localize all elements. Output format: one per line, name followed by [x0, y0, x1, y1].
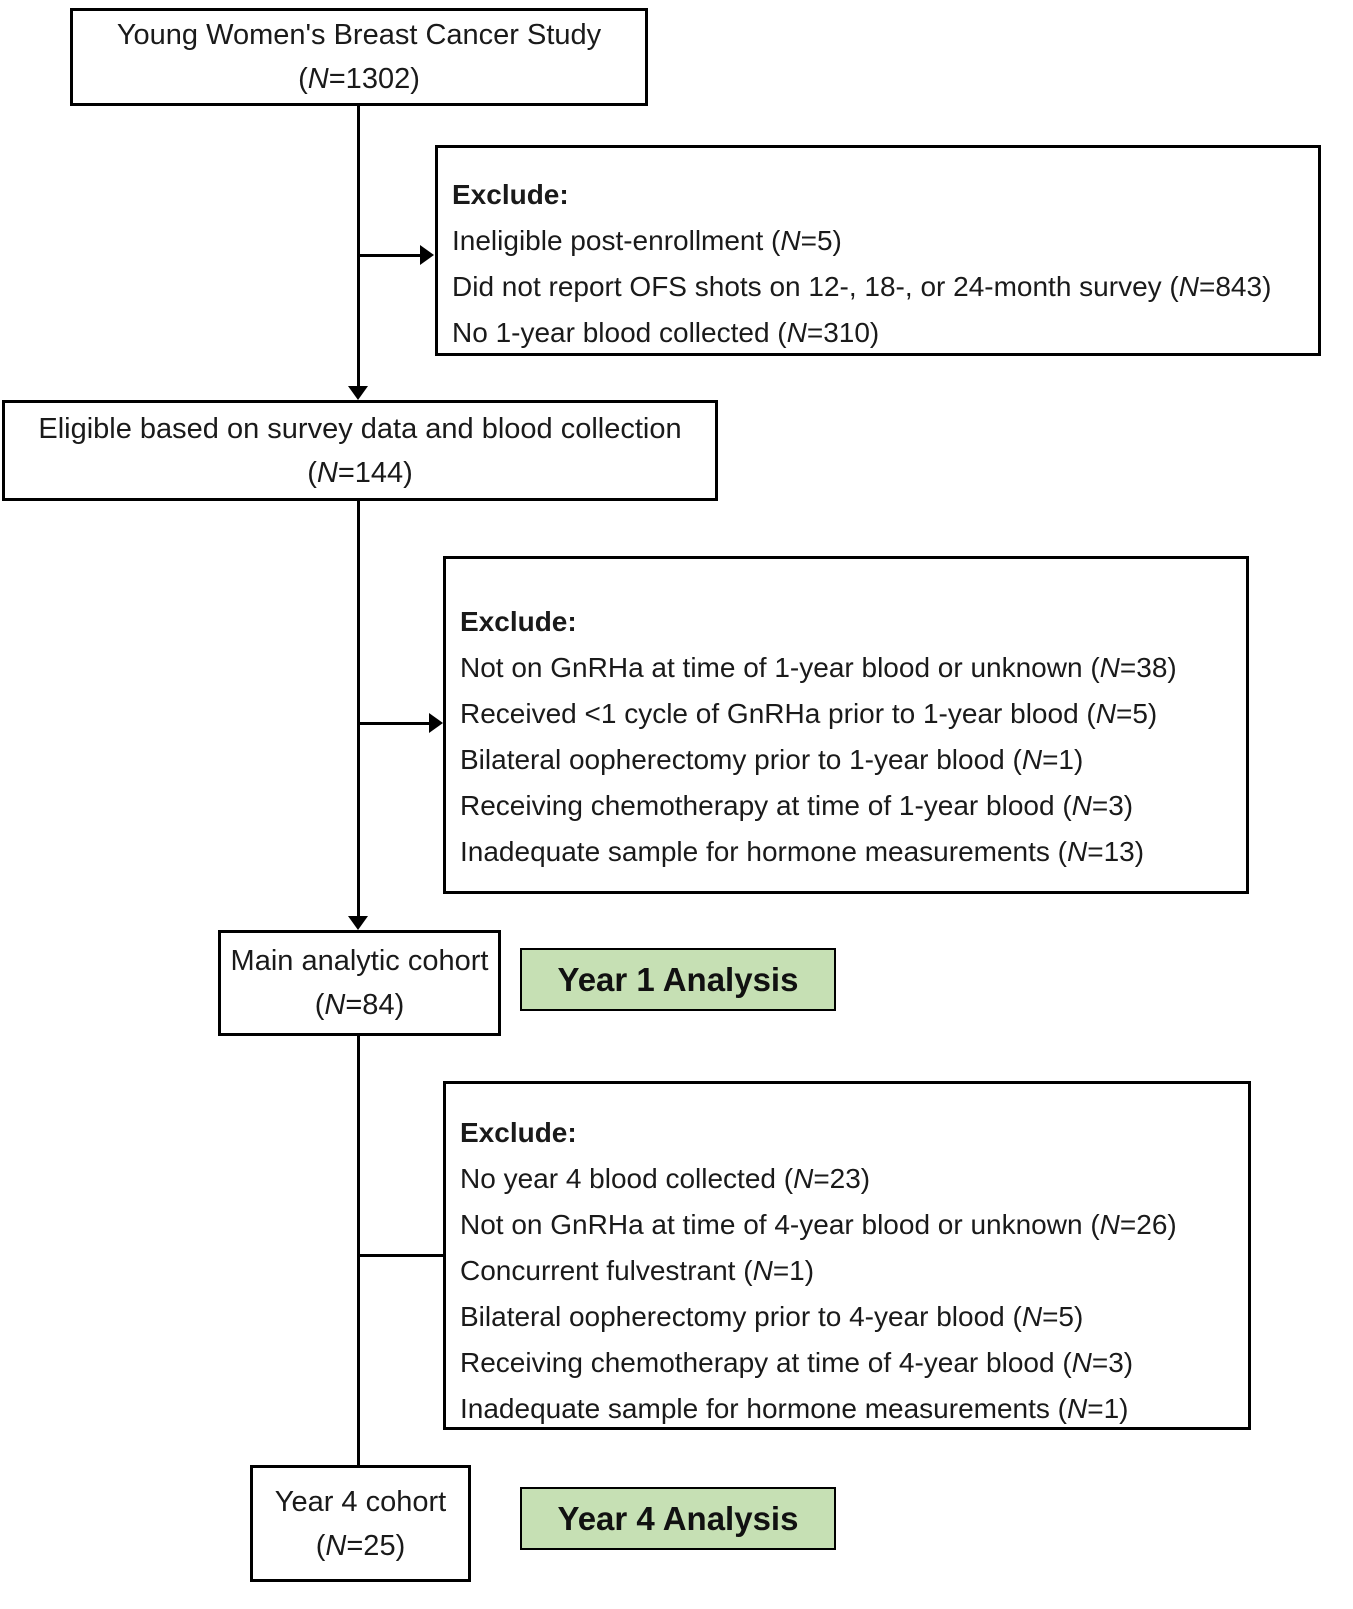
connector-top-to-eligible	[357, 106, 360, 386]
exclude-survey-item: Did not report OFS shots on 12-, 18-, or 24-month survey (N=843)	[452, 271, 1272, 302]
main-cohort-n: (N=84)	[314, 989, 405, 1021]
arrowhead-top-to-eligible	[348, 386, 368, 400]
exclude-year1-item: Inadequate sample for hormone measurements (N=13)	[460, 836, 1145, 867]
exclude-year4-item: Not on GnRHa at time of 4-year blood or unknown (N=26)	[460, 1209, 1177, 1240]
connector-eligible-to-main-cohort	[357, 501, 360, 916]
exclude-survey-header: Exclude:	[452, 179, 569, 210]
exclude-survey-box	[435, 145, 1321, 356]
year4-cohort-box	[250, 1465, 471, 1582]
exclude-year4-box	[443, 1081, 1251, 1430]
exclude-year4-item: No year 4 blood collected (N=23)	[460, 1163, 871, 1194]
eligible-title: Eligible based on survey data and blood collection	[38, 412, 682, 445]
exclude-year4-item: Concurrent fulvestrant (N=1)	[460, 1255, 815, 1286]
exclude-year4-item: Bilateral oopherectomy prior to 4-year blood (N=5)	[460, 1301, 1084, 1332]
eligible-n: (N=144)	[307, 456, 413, 489]
exclude-year4-header: Exclude:	[460, 1117, 577, 1148]
connector-to-exclude-year4	[359, 1254, 443, 1257]
exclude-year4-item: Inadequate sample for hormone measurements (N=1)	[460, 1393, 1129, 1424]
year4-cohort-n: (N=25)	[315, 1529, 406, 1562]
exclude-year1-item: Received <1 cycle of GnRHa prior to 1-year blood (N=5)	[460, 698, 1158, 729]
exclude-year1-item: Receiving chemotherapy at time of 1-year blood (N=3)	[460, 790, 1134, 821]
exclude-year4-item: Receiving chemotherapy at time of 4-year blood (N=3)	[460, 1347, 1134, 1378]
eligible-box	[2, 400, 718, 501]
year1-analysis-badge	[520, 948, 836, 1011]
main-cohort-title: Main analytic cohort	[230, 945, 489, 977]
arrowhead-to-exclude-year1	[429, 713, 443, 733]
study-n: (N=1302)	[298, 63, 420, 95]
year4-analysis-badge	[520, 1487, 836, 1550]
exclude-survey-item: No 1-year blood collected (N=310)	[452, 317, 880, 348]
arrowhead-to-exclude-survey	[420, 245, 434, 265]
year1-analysis-label: Year 1 Analysis	[557, 960, 799, 998]
study-title: Young Women's Breast Cancer Study	[116, 19, 602, 51]
year4-analysis-label: Year 4 Analysis	[557, 1499, 799, 1537]
main-cohort-box	[218, 930, 501, 1036]
exclude-year1-item: Not on GnRHa at time of 1-year blood or unknown (N=38)	[460, 652, 1177, 683]
exclude-year1-header: Exclude:	[460, 606, 577, 637]
study-population-box	[70, 8, 648, 106]
year4-cohort-title: Year 4 cohort	[274, 1485, 447, 1518]
connector-to-exclude-survey	[359, 254, 421, 257]
exclude-year1-box	[443, 556, 1249, 894]
exclude-survey-item: Ineligible post-enrollment (N=5)	[452, 225, 842, 256]
connector-to-exclude-year1	[359, 722, 429, 725]
arrowhead-eligible-to-main-cohort	[348, 916, 368, 930]
exclude-year1-item: Bilateral oopherectomy prior to 1-year blood (N=1)	[460, 744, 1084, 775]
connector-main-cohort-to-year4	[357, 1036, 360, 1465]
